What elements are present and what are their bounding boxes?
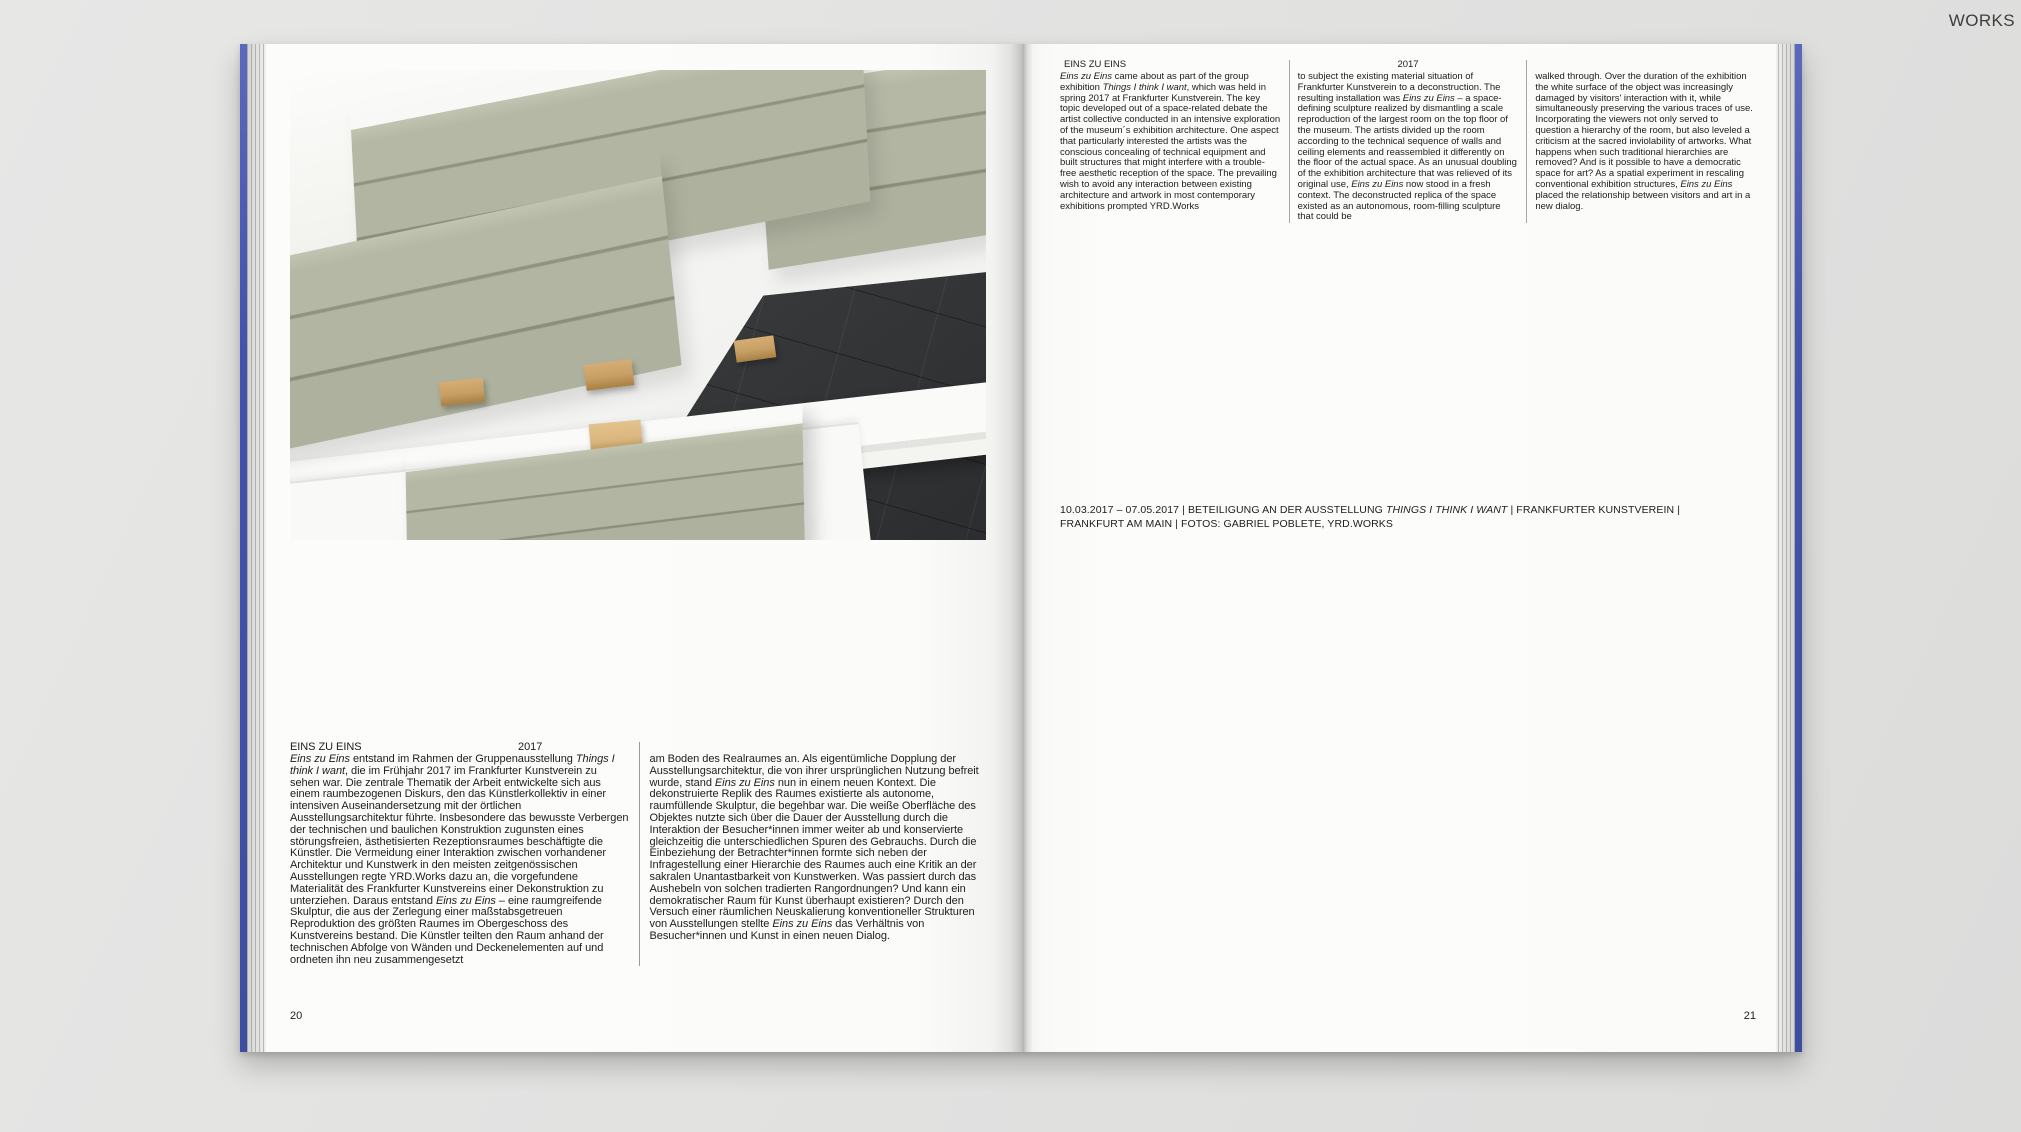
photo-slab-stack-bottom — [405, 397, 805, 540]
article-german — [290, 742, 988, 966]
page-number-left: 20 — [290, 1010, 303, 1022]
artwork-photo — [290, 70, 986, 540]
article-body-en-col3: walked through. Over the duration of the exhibition the white surface of the object was increasingly damaged by visitors' interaction with it, while simultaneously preserving the various traces of use. Incorporating the viewers not only served to question a hierarchy of the room, but also leveled a criticism at the sacred inviolability of artworks. What happens when such traditional hierarchies are removed? And is it possible to have a democratic space for art? As a spatial experiment in rescaling conventional exhibition structures, Eins zu Eins placed the relationship between visitors and art in a new dialog. — [1535, 71, 1753, 212]
page-stack-edge-right — [1776, 44, 1795, 1052]
article-english-column-1 — [1060, 60, 1289, 223]
book-cover-edge-left — [240, 44, 247, 1052]
article-body-de-col2: am Boden des Realraumes an. Als eigentümliche Dopplung der Ausstellungsarchitektur, die von ihrer ursprünglichen Nutzung befreit wurde, stand Eins zu Eins nun in einem neuen Kontext. Die dekonstruierte Replik des Raumes existierte als autonome, raumfüllende Skulptur, die begehbar war. Die weiße Oberfläche des Objektes nutzte sich über die Dauer der Ausstellung durch die Interaktion der Besucher*innen immer weiter ab und konservierte gleichzeitig die unterschiedlichen Spuren des Gebrauchs. Durch die Einbeziehung der Betrachter*innen formte sich neben der Infragestellung einer Hierarchie des Raumes auch eine Kritik an der sakralen Unantastbarkeit von Kunstwerken. Was passiert durch das Aushebeln von solchen tradierten Rangordnungen? Und kann ein demokratischer Raum für Kunst überhaupt existieren? Durch den Versuch einer räumlichen Neuskalierung konventioneller Strukturen von Ausstellungen stellte Eins zu Eins das Verhältnis von Besucher*innen und Kunst in einen neuen Dialog. — [649, 753, 979, 942]
article-german-column-2 — [639, 742, 989, 966]
article-german-column-1 — [290, 742, 639, 966]
article-body-en-col2: to subject the existing material situation of Frankfurter Kunstverein to a deconstruction. The resulting installation was Eins zu Eins – a space-defining sculpture realized by dismantling a scale reproduction of the largest room on the top floor of the museum. The artists divided up the room according to the technical sequence of walls and ceiling elements and reassembled it differently on the floor of the actual space. As an unusual doubling of the exhibition architecture that was relieved of its original use, Eins zu Eins now stood in a fresh context. The deconstructed replica of the space existed as an autonomous, room-filling sculpture that could be — [1297, 71, 1517, 223]
article-english — [1060, 60, 1756, 223]
article-title-de: EINS ZU EINS — [290, 741, 362, 753]
book-cover-edge-right — [1795, 44, 1802, 1052]
photo-wood-spacer — [584, 359, 635, 391]
page-number-right: 21 — [1743, 1010, 1756, 1022]
exhibition-caption: 10.03.2017 – 07.05.2017 | BETEILIGUNG AN DER AUSSTELLUNG THINGS I THINK I WANT | FRANKFURTER KUNSTVEREIN | FRANKFURT AM MAIN | FOTOS: GABRIEL POBLETE, YRD.WORKS — [1060, 504, 1681, 530]
article-year-en: 2017 — [1397, 59, 1419, 70]
photo-wood-spacer — [439, 378, 485, 406]
article-header-de — [290, 742, 629, 754]
article-body-de-col1: Eins zu Eins entstand im Rahmen der Gruppenausstellung Things I think I want, die im Frühjahr 2017 im Frankfurter Kunstverein zu sehen war. Die zentrale Thematik der Arbeit entwickelte sich aus einem raumbezogenen Diskurs, den das Künstlerkollektiv in einer intensiven Auseinandersetzung mit der örtlichen Ausstellungsarchitektur führte. Insbesondere das bewusste Verbergen der technischen und baulichen Konstruktion zugunsten eines störungsfreien, ästhetisierten Rezeptionsraumes beschäftigte die Künstler. Die Vermeidung einer Interaktion zwischen vorhandener Architektur und Kunstwerk in den meisten zeitgenössischen Ausstellungen regte YRD.Works dazu an, die vorgefundene Materialität des Frankfurter Kunstvereins einer Dekonstruktion zu unterziehen. Daraus entstand Eins zu Eins – eine raumgreifende Skulptur, die aus der Zerlegung einer maßstabsgetreuen Reproduktion des größten Raumes im Obergeschoss des Kunstvereins bestand. Die Künstler teilten den Raum anhand der technischen Abfolge von Wänden und Deckenelementen auf und ordneten ihn neu zusammengesetzt — [290, 753, 629, 966]
article-english-column-2 — [1289, 60, 1527, 223]
article-body-en-col1: Eins zu Eins came about as part of the group exhibition Things I think I want, which was held in spring 2017 at Frankfurter Kunstverein. The key topic developed out of a space-related debate the artist collective conducted in an intensive exploration of the museum´s exhibition architecture. One aspect that particularly interested the artists was the conscious concealing of technical equipment and built structures that might interfere with a trouble-free aesthetic reception of the space. The prevailing wish to avoid any interaction between existing architecture and artwork in most contemporary exhibitions prompted YRD.Works — [1060, 71, 1281, 212]
article-title-en: EINS ZU EINS — [1064, 59, 1127, 70]
article-year-de: 2017 — [518, 741, 543, 753]
open-book — [240, 44, 1802, 1052]
page-stack-edge-left — [247, 44, 266, 1052]
works-section-label: WORKS — [1948, 11, 2015, 30]
article-english-column-3 — [1526, 60, 1756, 223]
